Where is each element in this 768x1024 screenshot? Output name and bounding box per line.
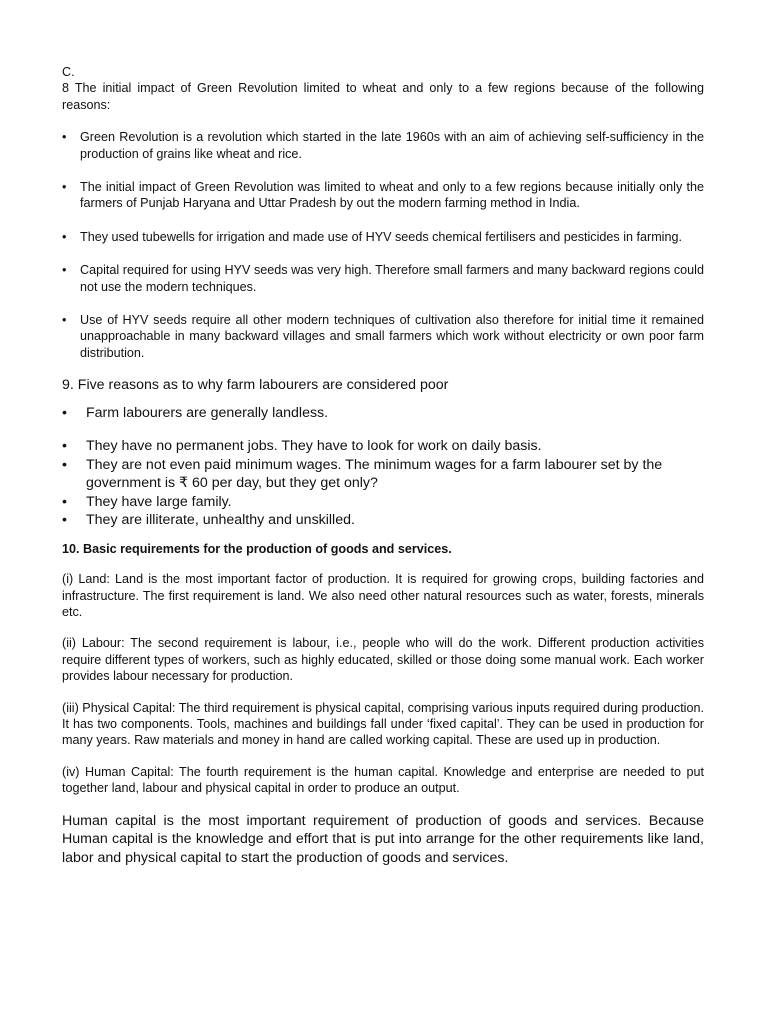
list-item: • They are illiterate, unhealthy and unskilled. [62, 511, 704, 530]
list-item: • They have no permanent jobs. They have to look for work on daily basis. [62, 437, 704, 456]
list-item: • Green Revolution is a revolution which started in the late 1960s with an aim of achieving self-sufficiency in the production of grains like wheat and rice. [62, 129, 704, 162]
question-10-title: 10. Basic requirements for the production of goods and services. [62, 541, 452, 556]
list-item: • The initial impact of Green Revolution was limited to wheat and only to a few regions because initially only the farmers of Punjab Haryana and Uttar Pradesh by out the modern farming method in India. [62, 179, 704, 212]
document-page [62, 64, 704, 867]
conclusion-paragraph: Human capital is the most important requirement of production of goods and services. Because Human capital is the knowledge and effort that is put into arrange for the other requirements like land, labor and physical capital to start the production of goods and services. [62, 812, 704, 866]
question-9-title: 9. Five reasons as to why farm labourers are considered poor [62, 377, 449, 394]
paragraph-land: (i) Land: Land is the most important factor of production. It is required for growing crops, building factories and infrastructure. The first requirement is land. We also need other natural resources such as water, forests, minerals etc. [62, 572, 704, 619]
paragraph-human-capital: (iv) Human Capital: The fourth requirement is the human capital. Knowledge and enterprise are needed to put together land, labour and physical capital in order to produce an output. [62, 764, 704, 796]
paragraph-labour: (ii) Labour: The second requirement is labour, i.e., people who will do the work. Different production activities require different types of workers, such as highly educated, skilled or those doing some manual work. Each worker provides labour necessary for production. [62, 636, 704, 684]
question-9-bullet-list [62, 404, 704, 530]
list-item: • They are not even paid minimum wages. The minimum wages for a farm labourer set by the government is ₹ 60 per day, but they get only? [62, 456, 704, 493]
paragraph-physical-capital: (iii) Physical Capital: The third requirement is physical capital, comprising various inputs required during production. It has two components. Tools, machines and buildings fall under ‘fixed capital’. They can be used in production for many years. Raw materials and money in hand are called working capital. These are used up in production. [62, 700, 704, 748]
question-8-bullet-list [62, 129, 704, 361]
question-8-intro: 8 The initial impact of Green Revolution limited to wheat and only to a few regions because of the following reasons: [62, 81, 704, 112]
list-item: • Farm labourers are generally landless. [62, 404, 704, 423]
list-item: • Use of HYV seeds require all other modern techniques of cultivation also therefore for initial time it remained unapproachable in many backward villages and small farmers which work without electricity or own poor farm distribution. [62, 312, 704, 361]
list-item: • Capital required for using HYV seeds was very high. Therefore small farmers and many backward regions could not use the modern techniques. [62, 262, 704, 295]
list-item: • They have large family. [62, 493, 704, 512]
list-item: • They used tubewells for irrigation and made use of HYV seeds chemical fertilisers and pesticides in farming. [62, 229, 704, 245]
section-letter: C. [62, 65, 75, 79]
